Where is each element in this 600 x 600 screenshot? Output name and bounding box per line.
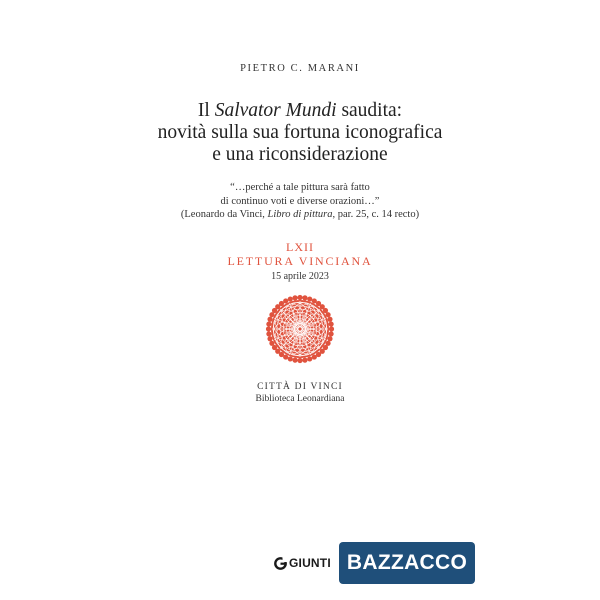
title-line-1: Il Salvator Mundi saudita: xyxy=(197,100,403,121)
knot-emblem-icon xyxy=(264,293,336,365)
institution-city: CITTÀ DI VINCI xyxy=(257,382,343,392)
quote-line-2: di continuo voti e diverse orazioni…” xyxy=(220,195,380,207)
seller-badge: BAZZACCO xyxy=(339,542,475,584)
epigraph-quote xyxy=(0,181,600,222)
giunti-g-icon xyxy=(274,557,287,570)
lecture-date: 15 aprile 2023 xyxy=(271,271,329,282)
institution-library: Biblioteca Leonardiana xyxy=(255,394,345,404)
publisher-name: GIUNTI xyxy=(289,556,331,570)
title-italic: Salvator Mundi xyxy=(214,100,337,121)
publisher-logo xyxy=(274,556,331,570)
title-line-3: e una riconsiderazione xyxy=(212,144,388,165)
lecture-series: LETTURA VINCIANA xyxy=(227,254,373,268)
title-line-2: novità sulla sua fortuna iconografica xyxy=(157,122,443,143)
quote-line-1: “…perché a tale pittura sarà fatto xyxy=(230,182,370,193)
lecture-number: LXII xyxy=(286,240,314,254)
author-name: PIETRO C. MARANI xyxy=(240,63,360,74)
quote-citation: (Leonardo da Vinci, Libro di pittura, par. 25, c. 14 recto) xyxy=(180,209,420,220)
book-title xyxy=(0,100,600,166)
